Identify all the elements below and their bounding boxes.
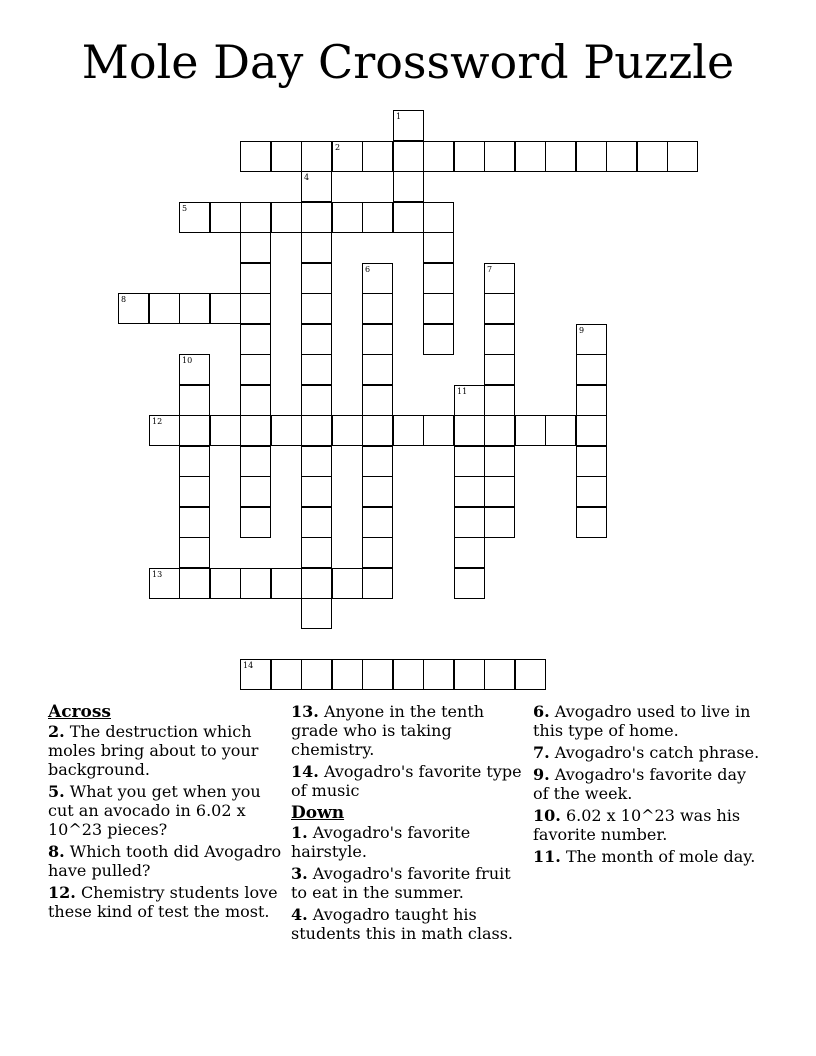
grid-cell[interactable] bbox=[576, 385, 607, 416]
grid-cell[interactable] bbox=[423, 415, 454, 446]
clue-number-label: 5 bbox=[182, 204, 188, 213]
grid-cell[interactable] bbox=[240, 354, 271, 385]
grid-cell[interactable] bbox=[362, 385, 393, 416]
clue-number-label: 2 bbox=[335, 143, 341, 152]
grid-cell[interactable] bbox=[332, 568, 363, 599]
grid-cell[interactable] bbox=[576, 324, 607, 355]
grid-cell[interactable] bbox=[454, 415, 485, 446]
grid-cell[interactable] bbox=[576, 446, 607, 477]
grid-cell[interactable] bbox=[240, 659, 271, 690]
grid-cell[interactable] bbox=[484, 324, 515, 355]
grid-cell[interactable] bbox=[576, 415, 607, 446]
grid-cell[interactable] bbox=[484, 293, 515, 324]
clues-column-1 bbox=[48, 702, 284, 924]
grid-cell[interactable] bbox=[484, 354, 515, 385]
grid-cell[interactable] bbox=[301, 263, 332, 294]
grid-cell[interactable] bbox=[515, 659, 546, 690]
grid-cell[interactable] bbox=[240, 415, 271, 446]
grid-cell[interactable] bbox=[423, 141, 454, 172]
grid-cell[interactable] bbox=[515, 141, 546, 172]
grid-cell[interactable] bbox=[362, 507, 393, 538]
grid-cell[interactable] bbox=[179, 507, 210, 538]
grid-cell[interactable] bbox=[454, 476, 485, 507]
grid-cell[interactable] bbox=[515, 415, 546, 446]
grid-cell[interactable] bbox=[484, 263, 515, 294]
grid-cell[interactable] bbox=[301, 385, 332, 416]
clue-number-label: 13 bbox=[152, 570, 163, 579]
grid-cell[interactable] bbox=[301, 598, 332, 629]
grid-cell[interactable] bbox=[576, 507, 607, 538]
grid-cell[interactable] bbox=[484, 507, 515, 538]
down-clue-9: 9. Avogadro's favorite day of the week. bbox=[533, 765, 747, 803]
across-clue-8: 8. Which tooth did Avogadro have pulled? bbox=[48, 842, 282, 880]
grid-cell[interactable] bbox=[454, 507, 485, 538]
grid-cell[interactable] bbox=[454, 446, 485, 477]
grid-cell[interactable] bbox=[179, 293, 210, 324]
grid-cell[interactable] bbox=[301, 232, 332, 263]
clue-number-label: 1 bbox=[396, 112, 402, 121]
clue-number-label: 12 bbox=[152, 417, 163, 426]
grid-cell[interactable] bbox=[240, 263, 271, 294]
grid-cell[interactable] bbox=[240, 446, 271, 477]
grid-cell[interactable] bbox=[332, 659, 363, 690]
clues-column-2 bbox=[291, 702, 527, 946]
grid-cell[interactable] bbox=[423, 202, 454, 233]
across-heading: Across bbox=[48, 702, 111, 722]
across-clue-2: 2. The destruction which moles bring about to your background. bbox=[48, 722, 259, 779]
down-clue-1: 1. Avogadro's favorite hairstyle. bbox=[291, 823, 471, 861]
grid-cell[interactable] bbox=[240, 568, 271, 599]
down-clue-10: 10. 6.02 x 10^23 was his favorite number. bbox=[533, 806, 741, 844]
grid-cell[interactable] bbox=[423, 659, 454, 690]
grid-cell[interactable] bbox=[393, 659, 424, 690]
grid-cell[interactable] bbox=[210, 415, 241, 446]
grid-cell[interactable] bbox=[179, 446, 210, 477]
grid-cell[interactable] bbox=[576, 354, 607, 385]
grid-cell[interactable] bbox=[301, 659, 332, 690]
grid-cell[interactable] bbox=[454, 659, 485, 690]
grid-cell[interactable] bbox=[240, 232, 271, 263]
grid-cell[interactable] bbox=[454, 568, 485, 599]
grid-cell[interactable] bbox=[362, 354, 393, 385]
grid-cell[interactable] bbox=[362, 202, 393, 233]
down-clue-4: 4. Avogadro taught his students this in math class. bbox=[291, 905, 513, 943]
grid-cell[interactable] bbox=[484, 141, 515, 172]
grid-cell[interactable] bbox=[362, 324, 393, 355]
grid-cell[interactable] bbox=[301, 507, 332, 538]
grid-cell[interactable] bbox=[240, 293, 271, 324]
across-clue-14: 14. Avogadro's favorite type of music bbox=[291, 762, 522, 800]
grid-cell[interactable] bbox=[271, 202, 302, 233]
grid-cell[interactable] bbox=[210, 202, 241, 233]
clue-number-label: 14 bbox=[243, 661, 254, 670]
grid-cell[interactable] bbox=[179, 476, 210, 507]
grid-cell[interactable] bbox=[301, 171, 332, 202]
grid-cell[interactable] bbox=[454, 537, 485, 568]
grid-cell[interactable] bbox=[423, 232, 454, 263]
grid-cell[interactable] bbox=[301, 415, 332, 446]
clue-number-label: 7 bbox=[487, 265, 493, 274]
grid-cell[interactable] bbox=[423, 324, 454, 355]
grid-cell[interactable] bbox=[362, 141, 393, 172]
grid-cell[interactable] bbox=[393, 171, 424, 202]
grid-cell[interactable] bbox=[301, 537, 332, 568]
grid-cell[interactable] bbox=[606, 141, 637, 172]
grid-cell[interactable] bbox=[179, 385, 210, 416]
grid-cell[interactable] bbox=[667, 141, 698, 172]
grid-cell[interactable] bbox=[301, 568, 332, 599]
grid-cell[interactable] bbox=[149, 568, 180, 599]
down-clue-7: 7. Avogadro's catch phrase. bbox=[533, 743, 760, 762]
grid-cell[interactable] bbox=[454, 141, 485, 172]
grid-cell[interactable] bbox=[362, 659, 393, 690]
grid-cell[interactable] bbox=[362, 415, 393, 446]
grid-cell[interactable] bbox=[179, 354, 210, 385]
grid-cell[interactable] bbox=[576, 141, 607, 172]
grid-cell[interactable] bbox=[240, 324, 271, 355]
grid-cell[interactable] bbox=[362, 446, 393, 477]
grid-cell[interactable] bbox=[240, 385, 271, 416]
grid-cell[interactable] bbox=[210, 568, 241, 599]
down-heading: Down bbox=[291, 803, 345, 823]
grid-cell[interactable] bbox=[149, 415, 180, 446]
grid-cell[interactable] bbox=[240, 476, 271, 507]
grid-cell[interactable] bbox=[301, 446, 332, 477]
grid-cell[interactable] bbox=[545, 141, 576, 172]
clue-number-label: 8 bbox=[121, 295, 127, 304]
grid-cell[interactable] bbox=[484, 415, 515, 446]
grid-cell[interactable] bbox=[240, 141, 271, 172]
down-clue-11: 11. The month of mole day. bbox=[533, 847, 756, 866]
grid-cell[interactable] bbox=[179, 202, 210, 233]
grid-cell[interactable] bbox=[545, 415, 576, 446]
grid-cell[interactable] bbox=[576, 476, 607, 507]
grid-cell[interactable] bbox=[240, 507, 271, 538]
grid-cell[interactable] bbox=[484, 659, 515, 690]
grid-cell[interactable] bbox=[118, 293, 149, 324]
grid-cell[interactable] bbox=[362, 537, 393, 568]
grid-cell[interactable] bbox=[179, 568, 210, 599]
grid-cell[interactable] bbox=[271, 415, 302, 446]
page-title: Mole Day Crossword Puzzle bbox=[81, 35, 735, 89]
grid-cell[interactable] bbox=[423, 293, 454, 324]
grid-cell[interactable] bbox=[240, 202, 271, 233]
grid-cell[interactable] bbox=[179, 415, 210, 446]
grid-cell[interactable] bbox=[332, 202, 363, 233]
grid-cell[interactable] bbox=[301, 141, 332, 172]
grid-cell[interactable] bbox=[423, 263, 454, 294]
grid-cell[interactable] bbox=[271, 141, 302, 172]
across-clue-13: 13. Anyone in the tenth grade who is taking chemistry. bbox=[291, 702, 485, 759]
grid-cell[interactable] bbox=[179, 537, 210, 568]
grid-cell[interactable] bbox=[301, 324, 332, 355]
grid-cell[interactable] bbox=[362, 476, 393, 507]
grid-cell[interactable] bbox=[149, 293, 180, 324]
clue-number-label: 4 bbox=[304, 173, 310, 182]
grid-cell[interactable] bbox=[484, 446, 515, 477]
grid-cell[interactable] bbox=[332, 141, 363, 172]
grid-cell[interactable] bbox=[301, 476, 332, 507]
grid-cell[interactable] bbox=[362, 263, 393, 294]
across-clue-5: 5. What you get when you cut an avocado in 6.02 x 10^23 pieces? bbox=[48, 782, 261, 839]
grid-cell[interactable] bbox=[393, 415, 424, 446]
clue-number-label: 6 bbox=[365, 265, 371, 274]
clue-number-label: 11 bbox=[457, 387, 468, 396]
down-clue-3: 3. Avogadro's favorite fruit to eat in the summer. bbox=[291, 864, 511, 902]
grid-cell[interactable] bbox=[484, 385, 515, 416]
across-clue-12: 12. Chemistry students love these kind of test the most. bbox=[48, 883, 278, 921]
grid-cell[interactable] bbox=[484, 476, 515, 507]
grid-cell[interactable] bbox=[271, 659, 302, 690]
grid-cell[interactable] bbox=[362, 293, 393, 324]
grid-cell[interactable] bbox=[637, 141, 668, 172]
grid-cell[interactable] bbox=[393, 141, 424, 172]
down-clue-6: 6. Avogadro used to live in this type of home. bbox=[533, 702, 751, 740]
clues-column-3 bbox=[533, 702, 763, 869]
clue-number-label: 9 bbox=[579, 326, 585, 335]
grid-cell[interactable] bbox=[301, 293, 332, 324]
clue-number-label: 10 bbox=[182, 356, 193, 365]
grid-cell[interactable] bbox=[332, 415, 363, 446]
grid-cell[interactable] bbox=[393, 202, 424, 233]
grid-cell[interactable] bbox=[393, 110, 424, 141]
grid-cell[interactable] bbox=[301, 202, 332, 233]
grid-cell[interactable] bbox=[210, 293, 241, 324]
grid-cell[interactable] bbox=[362, 568, 393, 599]
grid-cell[interactable] bbox=[454, 385, 485, 416]
grid-cell[interactable] bbox=[301, 354, 332, 385]
grid-cell[interactable] bbox=[271, 568, 302, 599]
